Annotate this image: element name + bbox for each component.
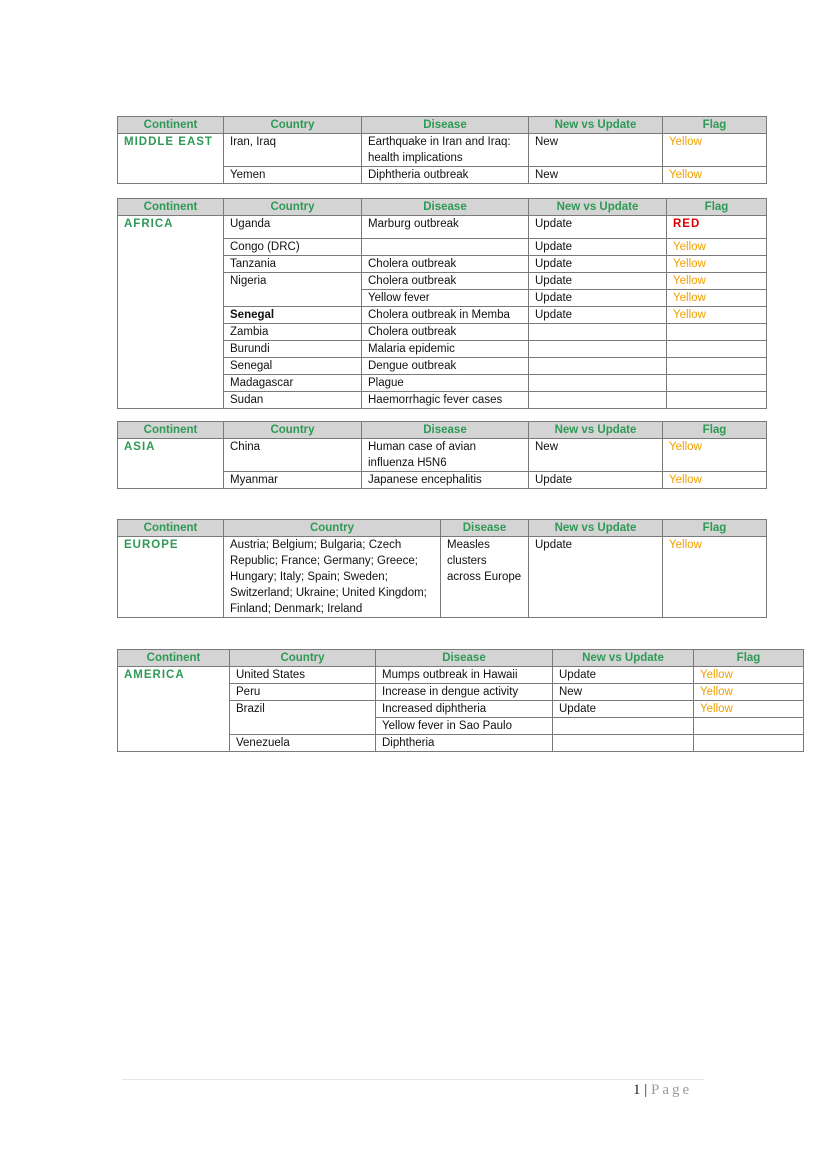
flag-cell: Yellow bbox=[667, 307, 767, 324]
header-disease: Disease bbox=[441, 520, 529, 537]
flag-cell: Yellow bbox=[694, 684, 804, 701]
flag-cell: Yellow bbox=[667, 273, 767, 290]
status-cell: Update bbox=[553, 667, 694, 684]
header-status: New vs Update bbox=[529, 117, 663, 134]
flag-cell: Yellow bbox=[667, 239, 767, 256]
country-cell: China bbox=[224, 439, 362, 472]
footer-divider bbox=[122, 1079, 704, 1080]
middle-east-table bbox=[117, 116, 767, 184]
status-cell bbox=[529, 375, 667, 392]
disease-cell: Increase in dengue activity bbox=[376, 684, 553, 701]
flag-cell: Yellow bbox=[663, 439, 767, 472]
status-cell bbox=[529, 324, 667, 341]
country-cell: Sudan bbox=[224, 392, 362, 409]
asia-table bbox=[117, 421, 767, 489]
africa-table bbox=[117, 198, 767, 409]
status-cell bbox=[529, 392, 667, 409]
status-cell: Update bbox=[529, 307, 667, 324]
status-cell: Update bbox=[529, 290, 667, 307]
country-cell: Austria; Belgium; Bulgaria; Czech Republic; France; Germany; Greece; Hungary; Italy; Spain; Sweden; Switzerland; Ukraine; United Kingdom; Finland; Denmark; Ireland bbox=[224, 537, 441, 618]
table-header-row bbox=[118, 520, 767, 537]
page-label: Page bbox=[651, 1082, 693, 1098]
country-cell: Zambia bbox=[224, 324, 362, 341]
table-header-row bbox=[118, 422, 767, 439]
header-status: New vs Update bbox=[553, 650, 694, 667]
disease-cell: Yellow fever in Sao Paulo bbox=[376, 718, 553, 735]
table-header-row bbox=[118, 199, 767, 216]
disease-cell: Measles clusters across Europe bbox=[441, 537, 529, 618]
header-country: Country bbox=[224, 117, 362, 134]
country-cell: Uganda bbox=[224, 216, 362, 239]
header-disease: Disease bbox=[376, 650, 553, 667]
country-cell: Senegal bbox=[224, 358, 362, 375]
status-cell: Update bbox=[529, 273, 667, 290]
header-continent: Continent bbox=[118, 422, 224, 439]
continent-label: EUROPE bbox=[118, 537, 224, 618]
header-country: Country bbox=[224, 199, 362, 216]
disease-cell: Yellow fever bbox=[362, 290, 529, 307]
header-flag: Flag bbox=[694, 650, 804, 667]
status-cell: New bbox=[529, 167, 663, 184]
header-flag: Flag bbox=[663, 520, 767, 537]
table-row bbox=[118, 439, 767, 472]
status-cell: New bbox=[529, 134, 663, 167]
header-disease: Disease bbox=[362, 199, 529, 216]
status-cell: Update bbox=[529, 239, 667, 256]
country-cell: Burundi bbox=[224, 341, 362, 358]
disease-cell: Plague bbox=[362, 375, 529, 392]
flag-cell bbox=[667, 375, 767, 392]
page-separator: | bbox=[644, 1082, 648, 1098]
disease-cell bbox=[362, 239, 529, 256]
country-cell: Tanzania bbox=[224, 256, 362, 273]
status-cell: New bbox=[553, 684, 694, 701]
continent-label: ASIA bbox=[118, 439, 224, 489]
country-cell: Peru bbox=[230, 684, 376, 701]
disease-cell: Diphtheria outbreak bbox=[362, 167, 529, 184]
country-cell: United States bbox=[230, 667, 376, 684]
disease-cell: Japanese encephalitis bbox=[362, 472, 529, 489]
flag-cell bbox=[694, 718, 804, 735]
flag-cell bbox=[667, 341, 767, 358]
table-header-row bbox=[118, 650, 804, 667]
header-status: New vs Update bbox=[529, 199, 667, 216]
table-header-row bbox=[118, 117, 767, 134]
flag-cell: Yellow bbox=[694, 701, 804, 718]
header-continent: Continent bbox=[118, 117, 224, 134]
header-flag: Flag bbox=[667, 199, 767, 216]
disease-cell: Diphtheria bbox=[376, 735, 553, 752]
disease-cell: Cholera outbreak bbox=[362, 256, 529, 273]
header-flag: Flag bbox=[663, 422, 767, 439]
country-cell: Nigeria bbox=[224, 273, 362, 307]
header-continent: Continent bbox=[118, 520, 224, 537]
flag-cell: Yellow bbox=[667, 290, 767, 307]
flag-cell: RED bbox=[667, 216, 767, 239]
header-disease: Disease bbox=[362, 117, 529, 134]
header-flag: Flag bbox=[663, 117, 767, 134]
country-cell: Yemen bbox=[224, 167, 362, 184]
status-cell: Update bbox=[553, 701, 694, 718]
disease-cell: Haemorrhagic fever cases bbox=[362, 392, 529, 409]
header-status: New vs Update bbox=[529, 520, 663, 537]
table-row bbox=[118, 667, 804, 684]
header-disease: Disease bbox=[362, 422, 529, 439]
country-cell: Venezuela bbox=[230, 735, 376, 752]
flag-cell: Yellow bbox=[694, 667, 804, 684]
disease-cell: Cholera outbreak in Memba bbox=[362, 307, 529, 324]
table-row bbox=[118, 537, 767, 618]
europe-table bbox=[117, 519, 767, 618]
disease-cell: Earthquake in Iran and Iraq: health implications bbox=[362, 134, 529, 167]
flag-cell: Yellow bbox=[663, 167, 767, 184]
disease-cell: Mumps outbreak in Hawaii bbox=[376, 667, 553, 684]
status-cell bbox=[553, 735, 694, 752]
country-cell: Senegal bbox=[224, 307, 362, 324]
table-row bbox=[118, 134, 767, 167]
page-number: 1 bbox=[633, 1082, 641, 1098]
flag-cell: Yellow bbox=[663, 134, 767, 167]
disease-cell: Increased diphtheria bbox=[376, 701, 553, 718]
continent-label: AMERICA bbox=[118, 667, 230, 752]
continent-label: MIDDLE EAST bbox=[118, 134, 224, 184]
disease-cell: Malaria epidemic bbox=[362, 341, 529, 358]
status-cell: Update bbox=[529, 256, 667, 273]
status-cell: New bbox=[529, 439, 663, 472]
header-country: Country bbox=[230, 650, 376, 667]
disease-cell: Marburg outbreak bbox=[362, 216, 529, 239]
flag-cell bbox=[694, 735, 804, 752]
header-continent: Continent bbox=[118, 199, 224, 216]
flag-cell bbox=[667, 358, 767, 375]
status-cell: Update bbox=[529, 472, 663, 489]
header-continent: Continent bbox=[118, 650, 230, 667]
disease-cell: Cholera outbreak bbox=[362, 324, 529, 341]
country-cell: Madagascar bbox=[224, 375, 362, 392]
disease-cell: Cholera outbreak bbox=[362, 273, 529, 290]
header-country: Country bbox=[224, 422, 362, 439]
disease-cell: Human case of avian influenza H5N6 bbox=[362, 439, 529, 472]
status-cell bbox=[553, 718, 694, 735]
disease-cell: Dengue outbreak bbox=[362, 358, 529, 375]
flag-cell bbox=[667, 392, 767, 409]
status-cell: Update bbox=[529, 537, 663, 618]
america-table bbox=[117, 649, 804, 752]
flag-cell: Yellow bbox=[667, 256, 767, 273]
header-country: Country bbox=[224, 520, 441, 537]
country-cell: Iran, Iraq bbox=[224, 134, 362, 167]
status-cell bbox=[529, 341, 667, 358]
page-footer bbox=[633, 1082, 692, 1099]
status-cell bbox=[529, 358, 667, 375]
status-cell: Update bbox=[529, 216, 667, 239]
continent-label: AFRICA bbox=[118, 216, 224, 409]
country-cell: Brazil bbox=[230, 701, 376, 735]
flag-cell: Yellow bbox=[663, 537, 767, 618]
flag-cell: Yellow bbox=[663, 472, 767, 489]
country-cell: Congo (DRC) bbox=[224, 239, 362, 256]
country-cell: Myanmar bbox=[224, 472, 362, 489]
table-row bbox=[118, 216, 767, 239]
header-status: New vs Update bbox=[529, 422, 663, 439]
flag-cell bbox=[667, 324, 767, 341]
